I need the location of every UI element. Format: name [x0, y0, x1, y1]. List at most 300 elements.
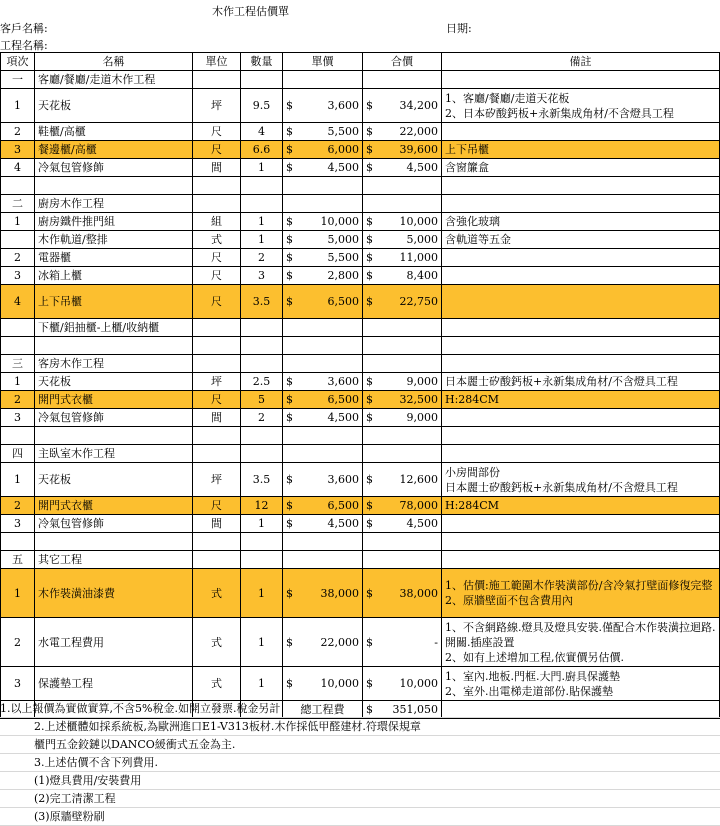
item-qty: 4 [241, 123, 283, 141]
customer-label: 客戶名稱: [0, 22, 48, 35]
item-name: 水電工程費用 [35, 618, 193, 667]
empty-cell [363, 551, 442, 569]
item-total [363, 391, 442, 409]
currency-symbol: $ [286, 473, 293, 486]
item-unit-price-value: 3,600 [327, 473, 359, 486]
item-unit-price [283, 267, 363, 285]
item-note [442, 213, 720, 231]
currency-symbol: $ [286, 499, 293, 512]
item-number: 3 [1, 667, 35, 701]
item-number: 3 [1, 267, 35, 285]
currency-symbol: $ [286, 125, 293, 138]
col-header-unit: 單位 [193, 53, 241, 71]
item-name: 冷氣包管修飾 [35, 409, 193, 427]
empty-cell [1, 337, 35, 355]
currency-symbol: $ [366, 215, 373, 228]
section-row [1, 445, 720, 463]
footnote: (3)原牆壁粉刷 [0, 808, 720, 826]
item-unit-price [283, 141, 363, 159]
col-header-total: 合價 [363, 53, 442, 71]
item-qty: 9.5 [241, 89, 283, 123]
section-number: 二 [1, 195, 35, 213]
item-unit-price [283, 159, 363, 177]
item-unit-price-value: 10,000 [320, 215, 359, 228]
item-qty: 6.6 [241, 141, 283, 159]
item-name: 開門式衣櫃 [35, 391, 193, 409]
item-number: 4 [1, 159, 35, 177]
item-number: 2 [1, 618, 35, 667]
empty-cell [241, 195, 283, 213]
empty-cell [241, 427, 283, 445]
currency-symbol: $ [366, 411, 373, 424]
item-total-value: 10,000 [399, 215, 438, 228]
section-row [1, 551, 720, 569]
item-unit-price [283, 515, 363, 533]
item-note [442, 89, 720, 123]
empty-cell [241, 71, 283, 89]
grand-total-value: 351,050 [392, 703, 438, 716]
footnote: 2.上述櫃體如採系統板,為歐洲進口E1-V313板材.木作採低甲醛建材.符環保規章 [0, 718, 720, 736]
item-total [363, 213, 442, 231]
item-unit-price [283, 569, 363, 618]
section-row [1, 71, 720, 89]
empty-cell [283, 337, 363, 355]
item-note [442, 409, 720, 427]
empty-cell [193, 177, 241, 195]
note-line: 2、室外.出電梯走道部份.貼保護墊 [445, 684, 613, 698]
item-name: 天花板 [35, 89, 193, 123]
empty-cell [35, 177, 193, 195]
item-unit [193, 319, 241, 337]
item-name: 鞋櫃/高櫃 [35, 123, 193, 141]
empty-cell [363, 427, 442, 445]
table-row [1, 618, 720, 667]
item-number: 1 [1, 89, 35, 123]
item-name: 保護墊工程 [35, 667, 193, 701]
empty-cell [442, 445, 720, 463]
currency-symbol: $ [366, 393, 373, 406]
currency-symbol: $ [366, 269, 373, 282]
empty-cell [363, 319, 442, 337]
col-header-no: 項次 [1, 53, 35, 71]
item-note [442, 515, 720, 533]
section-row [1, 355, 720, 373]
item-total [363, 231, 442, 249]
item-qty: 3 [241, 267, 283, 285]
item-name: 電器櫃 [35, 249, 193, 267]
note-line: 1、估價:施工範圍木作裝潢部份/含冷氣打壁面修復完整 [445, 579, 713, 592]
empty-cell [442, 533, 720, 551]
note-line: 2、如有上述增加工程,依實價另估價. [445, 650, 624, 664]
note-line: 含窗簾盒 [445, 161, 489, 174]
item-unit-price-value: 3,600 [327, 375, 359, 388]
item-unit-price-value: 4,500 [327, 161, 359, 174]
note-line: 1、不含網路線.燈具及燈具安裝.僅配合木作裝潢拉迴路.開關.插座設置 [445, 620, 716, 649]
item-unit: 間 [193, 159, 241, 177]
empty-cell [241, 337, 283, 355]
currency-symbol: $ [286, 161, 293, 174]
note-line: 2、原牆壁面不包含費用內 [445, 594, 573, 607]
item-unit: 尺 [193, 123, 241, 141]
item-note [442, 123, 720, 141]
currency-symbol: $ [366, 251, 373, 264]
footnote: 櫃門五金鉸鏈以DANCO緩衝式五金為主. [0, 736, 720, 754]
table-row [1, 463, 720, 497]
item-unit-price-value: 6,500 [327, 295, 359, 308]
currency-symbol: $ [286, 375, 293, 388]
item-name: 開門式衣櫃 [35, 497, 193, 515]
item-note [442, 249, 720, 267]
item-unit: 組 [193, 213, 241, 231]
currency-symbol: $ [286, 586, 293, 600]
empty-cell [283, 445, 363, 463]
item-unit: 尺 [193, 391, 241, 409]
item-total-value: 38,000 [399, 586, 438, 600]
empty-cell [193, 195, 241, 213]
item-unit-price [283, 373, 363, 391]
section-title: 客房木作工程 [35, 355, 193, 373]
empty-cell [442, 355, 720, 373]
item-unit: 尺 [193, 267, 241, 285]
empty-cell [35, 533, 193, 551]
table-row [1, 231, 720, 249]
item-total [363, 89, 442, 123]
item-number: 1 [1, 569, 35, 618]
empty-cell [193, 533, 241, 551]
currency-symbol: $ [286, 233, 293, 246]
item-unit: 間 [193, 515, 241, 533]
empty-cell [193, 71, 241, 89]
item-total [363, 267, 442, 285]
project-label: 工程名稱: [0, 39, 48, 52]
item-number: 3 [1, 515, 35, 533]
footnote: 1.以上報價為實做實算,不含5%稅金.如開立發票.稅金另計 [0, 700, 720, 718]
item-unit-price-value: 4,500 [327, 517, 359, 530]
note-line: 1、客廳/餐廳/走道天花板 [445, 91, 570, 105]
item-total [363, 667, 442, 701]
item-unit-price-value: 4,500 [327, 411, 359, 424]
item-unit-price [283, 618, 363, 667]
currency-symbol: $ [366, 703, 373, 716]
currency-symbol: $ [286, 269, 293, 282]
empty-cell [363, 445, 442, 463]
table-row [1, 569, 720, 618]
item-total-value: 8,400 [406, 269, 438, 282]
item-total-value: 10,000 [399, 677, 438, 690]
note-line: 2、日本矽酸鈣板+永新集成角材/不含燈具工程 [445, 106, 674, 120]
item-unit-price-value: 6,500 [327, 393, 359, 406]
item-qty: 3.5 [241, 285, 283, 319]
item-qty: 1 [241, 618, 283, 667]
section-title: 客廳/餐廳/走道木作工程 [35, 71, 193, 89]
item-total [363, 463, 442, 497]
item-total [363, 515, 442, 533]
item-unit: 尺 [193, 141, 241, 159]
item-qty: 2.5 [241, 373, 283, 391]
item-total-value: 4,500 [406, 517, 438, 530]
note-line: 含軌道等五金 [445, 233, 511, 246]
item-total-value: 39,600 [399, 143, 438, 156]
empty-cell [193, 355, 241, 373]
section-number: 一 [1, 71, 35, 89]
item-number: 3 [1, 409, 35, 427]
item-total [363, 249, 442, 267]
item-qty: 1 [241, 569, 283, 618]
item-total-value: 12,600 [399, 473, 438, 486]
item-total [363, 497, 442, 515]
empty-cell [442, 427, 720, 445]
table-row [1, 373, 720, 391]
item-unit-price-value: 5,500 [327, 125, 359, 138]
item-unit: 坪 [193, 89, 241, 123]
empty-cell [35, 427, 193, 445]
currency-symbol: $ [366, 473, 373, 486]
col-header-price: 單價 [283, 53, 363, 71]
table-row [1, 213, 720, 231]
note-line: 日本麗士矽酸鈣板+永新集成角材/不含燈具工程 [445, 375, 678, 388]
item-name: 天花板 [35, 463, 193, 497]
empty-cell [241, 177, 283, 195]
table-row [1, 409, 720, 427]
grand-total-label: 總工程費 [283, 701, 363, 719]
item-unit: 式 [193, 569, 241, 618]
table-row [1, 391, 720, 409]
currency-symbol: $ [366, 586, 373, 600]
item-unit-price-value: 3,600 [327, 99, 359, 112]
item-unit: 尺 [193, 497, 241, 515]
table-row [1, 497, 720, 515]
empty-cell [35, 337, 193, 355]
item-unit: 尺 [193, 285, 241, 319]
item-unit: 尺 [193, 249, 241, 267]
empty-cell [283, 71, 363, 89]
note-line: 含強化玻璃 [445, 215, 500, 228]
table-row [1, 427, 720, 445]
item-name: 下櫃/鋁抽櫃-上櫃/收納櫃 [35, 319, 193, 337]
item-number: 2 [1, 497, 35, 515]
item-total-value: 32,500 [399, 393, 438, 406]
item-qty: 1 [241, 213, 283, 231]
page-title: 木作工程估價單 [212, 5, 289, 18]
empty-cell [283, 533, 363, 551]
empty-cell [442, 195, 720, 213]
empty-cell [283, 427, 363, 445]
item-name: 冰箱上櫃 [35, 267, 193, 285]
note-line: 上下吊櫃 [445, 143, 489, 156]
item-total-value: 78,000 [399, 499, 438, 512]
item-unit-price [283, 497, 363, 515]
section-number: 四 [1, 445, 35, 463]
note-line: 1、室內.地板.門框.大門.廚具保護墊 [445, 669, 620, 683]
item-unit-price [283, 391, 363, 409]
empty-cell [283, 319, 363, 337]
item-qty: 1 [241, 515, 283, 533]
item-total [363, 159, 442, 177]
section-title: 廚房木作工程 [35, 195, 193, 213]
section-number: 三 [1, 355, 35, 373]
item-number: 1 [1, 373, 35, 391]
note-line: 日本麗士矽酸鈣板+永新集成角材/不含燈具工程 [445, 480, 678, 494]
item-unit-price [283, 667, 363, 701]
empty-cell [283, 355, 363, 373]
section-number: 五 [1, 551, 35, 569]
table-header-row [1, 53, 720, 71]
date-label: 日期: [446, 22, 472, 35]
item-unit-price [283, 89, 363, 123]
table-row [1, 249, 720, 267]
item-note [442, 463, 720, 497]
item-unit-price-value: 2,800 [327, 269, 359, 282]
empty-cell [1, 533, 35, 551]
item-total [363, 123, 442, 141]
item-note [442, 391, 720, 409]
item-unit: 式 [193, 231, 241, 249]
item-name: 廚房鐵件推門組 [35, 213, 193, 231]
item-number: 2 [1, 391, 35, 409]
item-unit: 式 [193, 618, 241, 667]
table-row [1, 89, 720, 123]
footnote: (2)完工清潔工程 [0, 790, 720, 808]
item-number: 2 [1, 249, 35, 267]
item-number [1, 231, 35, 249]
item-name: 木作軌道/整排 [35, 231, 193, 249]
item-note [442, 373, 720, 391]
col-header-note: 備註 [442, 53, 720, 71]
item-qty [241, 319, 283, 337]
currency-symbol: $ [286, 517, 293, 530]
table-row [1, 177, 720, 195]
item-total [363, 285, 442, 319]
currency-symbol: $ [366, 635, 373, 649]
empty-cell [363, 355, 442, 373]
empty-cell [241, 533, 283, 551]
item-total-value: 11,000 [399, 251, 438, 264]
item-number: 3 [1, 141, 35, 159]
item-qty: 5 [241, 391, 283, 409]
empty-cell [363, 195, 442, 213]
item-note [442, 141, 720, 159]
item-name: 上下吊櫃 [35, 285, 193, 319]
item-number: 2 [1, 123, 35, 141]
table-row [1, 515, 720, 533]
item-unit: 間 [193, 409, 241, 427]
item-total [363, 569, 442, 618]
item-unit-price-value: 10,000 [320, 677, 359, 690]
currency-symbol: $ [366, 233, 373, 246]
item-note [442, 285, 720, 319]
item-total [363, 373, 442, 391]
item-unit-price-value: 5,000 [327, 233, 359, 246]
item-total-value: 9,000 [406, 411, 438, 424]
empty-cell [241, 445, 283, 463]
currency-symbol: $ [366, 99, 373, 112]
item-name: 天花板 [35, 373, 193, 391]
empty-cell [193, 551, 241, 569]
item-unit: 式 [193, 667, 241, 701]
empty-cell [193, 337, 241, 355]
currency-symbol: $ [366, 517, 373, 530]
item-name: 冷氣包管修飾 [35, 515, 193, 533]
table-row [1, 123, 720, 141]
section-title: 其它工程 [35, 551, 193, 569]
item-number: 1 [1, 213, 35, 231]
item-total-value: - [434, 635, 438, 649]
item-qty: 2 [241, 409, 283, 427]
table-row [1, 319, 720, 337]
footnote: (1)燈具費用/安裝費用 [0, 772, 720, 790]
empty-cell [363, 337, 442, 355]
table-row [1, 667, 720, 701]
currency-symbol: $ [286, 295, 293, 308]
item-note [442, 569, 720, 618]
currency-symbol: $ [286, 251, 293, 264]
footnote: 3.上述估價不含下列費用. [0, 754, 720, 772]
item-total [363, 141, 442, 159]
empty-cell [283, 551, 363, 569]
note-line: H:284CM [445, 499, 499, 512]
empty-cell [363, 177, 442, 195]
item-total-value: 22,000 [399, 125, 438, 138]
item-note [442, 231, 720, 249]
item-total-value: 5,000 [406, 233, 438, 246]
item-name: 木作裝潢油漆費 [35, 569, 193, 618]
item-total [363, 618, 442, 667]
item-unit-price-value: 38,000 [320, 586, 359, 600]
col-header-qty: 數量 [241, 53, 283, 71]
item-qty: 1 [241, 231, 283, 249]
item-number [1, 319, 35, 337]
item-note [442, 667, 720, 701]
empty-cell [283, 195, 363, 213]
item-name: 冷氣包管修飾 [35, 159, 193, 177]
item-qty: 3.5 [241, 463, 283, 497]
empty-cell [1, 177, 35, 195]
currency-symbol: $ [286, 411, 293, 424]
note-line: 小房間部份 [445, 465, 500, 479]
item-unit-price [283, 285, 363, 319]
item-unit: 坪 [193, 463, 241, 497]
currency-symbol: $ [366, 677, 373, 690]
empty-cell [442, 551, 720, 569]
currency-symbol: $ [366, 125, 373, 138]
empty-cell [283, 177, 363, 195]
currency-symbol: $ [286, 393, 293, 406]
table-row [1, 533, 720, 551]
currency-symbol: $ [366, 161, 373, 174]
currency-symbol: $ [286, 99, 293, 112]
currency-symbol: $ [286, 143, 293, 156]
table-row [1, 141, 720, 159]
item-unit-price [283, 463, 363, 497]
table-row [1, 159, 720, 177]
item-total-value: 9,000 [406, 375, 438, 388]
empty-cell [1, 427, 35, 445]
empty-cell [442, 177, 720, 195]
item-total-value: 22,750 [399, 295, 438, 308]
table-row [1, 267, 720, 285]
empty-cell [363, 71, 442, 89]
col-header-name: 名稱 [35, 53, 193, 71]
empty-cell [442, 71, 720, 89]
empty-cell [363, 533, 442, 551]
item-qty: 1 [241, 667, 283, 701]
item-note [442, 497, 720, 515]
item-note [442, 159, 720, 177]
empty-cell [193, 427, 241, 445]
item-qty: 1 [241, 159, 283, 177]
item-unit-price [283, 231, 363, 249]
empty-cell [193, 445, 241, 463]
